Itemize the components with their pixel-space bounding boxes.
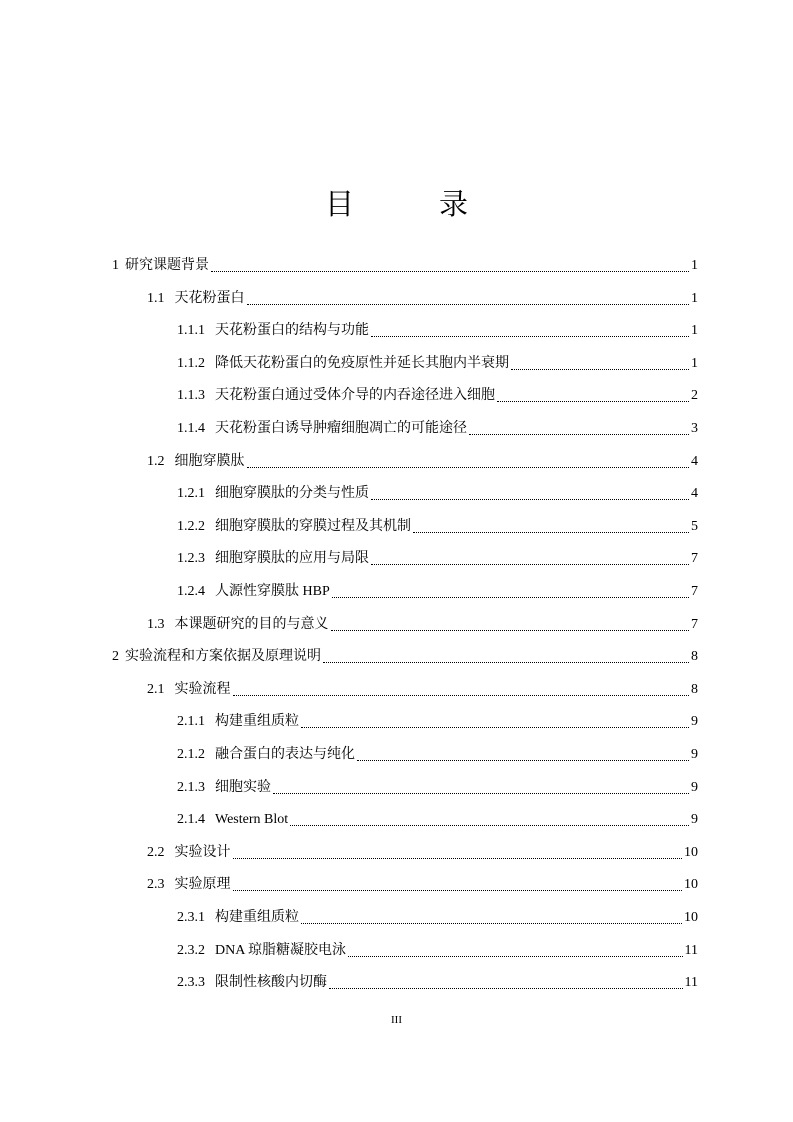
toc-entry-page: 9	[691, 779, 698, 795]
toc-entry[interactable]	[177, 901, 698, 927]
dot-leader	[413, 531, 689, 533]
toc-entry-page: 9	[691, 747, 698, 762]
dot-leader	[301, 726, 689, 728]
toc-entry-page: 2	[691, 388, 698, 404]
toc-entry-text: 天花粉蛋白的结构与功能	[215, 323, 369, 339]
dot-leader	[247, 466, 690, 468]
toc-entry-text: 本课题研究的目的与意义	[174, 616, 329, 632]
toc-entry-number: 2.1.3	[177, 779, 205, 795]
toc-entry-text: 限制性核酸内切酶	[215, 975, 327, 991]
toc-entry-page: 3	[691, 421, 698, 436]
dot-leader	[233, 694, 690, 696]
toc-entry-number: 2	[112, 649, 119, 665]
toc-entry-text: 细胞穿膜肽	[174, 453, 245, 469]
toc-entry-number: 1.2.3	[177, 551, 205, 567]
toc-entry-number: 2.1.1	[177, 714, 205, 730]
toc-entry-page: 11	[684, 942, 698, 958]
toc-entry[interactable]	[177, 575, 698, 601]
toc-entry[interactable]	[112, 249, 698, 275]
toc-title: 目 录	[324, 187, 496, 221]
dot-leader	[323, 661, 689, 663]
toc-entry[interactable]	[177, 803, 698, 829]
toc-entry[interactable]	[147, 282, 698, 308]
toc-entry-number: 1.1.4	[177, 421, 205, 436]
toc-entry-page: 8	[691, 681, 698, 697]
dot-leader	[332, 596, 689, 598]
toc-entry[interactable]	[112, 640, 698, 666]
toc-entry-number: 1.3	[147, 616, 165, 632]
toc-entry-text: 天花粉蛋白通过受体介导的内吞途径进入细胞	[215, 388, 495, 404]
dot-leader	[329, 987, 683, 989]
dot-leader	[247, 303, 690, 305]
toc-entry-page: 7	[691, 584, 698, 599]
toc-entry-number: 1.2.4	[177, 584, 205, 599]
toc-entry-text: 构建重组质粒	[215, 714, 299, 730]
toc-entry[interactable]	[177, 738, 698, 764]
toc-entry-page: 10	[684, 877, 698, 893]
toc-entry[interactable]	[147, 673, 698, 699]
toc-entry[interactable]	[177, 542, 698, 568]
toc-entry-page: 9	[691, 812, 698, 828]
dot-leader	[233, 857, 683, 859]
toc-entry-text: 降低天花粉蛋白的免疫原性并延长其胞内半衰期	[215, 355, 509, 371]
toc-entry-number: 2.3	[147, 877, 165, 893]
toc-entry-number: 2.3.2	[177, 942, 205, 958]
toc-entry[interactable]	[177, 347, 698, 373]
toc-entry-number: 1.2.1	[177, 486, 205, 502]
toc-entry-text: 实验流程	[174, 681, 231, 697]
toc-entry[interactable]	[177, 477, 698, 503]
toc-entry-page: 8	[691, 649, 698, 665]
toc-entry-page: 10	[684, 844, 698, 860]
toc-entry-number: 1.1.2	[177, 355, 205, 371]
toc-entry-number: 1.2.2	[177, 518, 205, 534]
toc-entry-number: 2.1.4	[177, 812, 205, 828]
toc-entry-page: 1	[691, 323, 698, 339]
toc-entry-number: 1.1.1	[177, 323, 205, 339]
toc-entry-text: 细胞穿膜肽的应用与局限	[215, 551, 369, 567]
toc-entry-text: 人源性穿膜肽 HBP	[215, 584, 330, 599]
toc-entry-page: 1	[691, 290, 698, 306]
toc-entry-page: 11	[684, 975, 698, 991]
dot-leader	[371, 563, 689, 565]
toc-entry-page: 4	[691, 453, 698, 469]
toc-entry-text: 融合蛋白的表达与纯化	[215, 747, 355, 762]
dot-leader	[469, 433, 689, 435]
toc-entry-page: 9	[691, 714, 698, 730]
toc-entry[interactable]	[177, 771, 698, 797]
dot-leader	[357, 759, 689, 761]
toc-entry-page: 10	[684, 910, 698, 925]
toc-entry-number: 1.1	[147, 290, 165, 306]
dot-leader	[348, 955, 682, 957]
toc-entry[interactable]	[177, 379, 698, 405]
toc-entry-number: 1.1.3	[177, 388, 205, 404]
dot-leader	[233, 889, 683, 891]
toc-entry[interactable]	[177, 412, 698, 438]
toc-entry-text: Western Blot	[215, 812, 289, 828]
dot-leader	[511, 368, 689, 370]
toc-entry-page: 7	[691, 551, 698, 567]
toc-entry[interactable]	[147, 868, 698, 894]
toc-entry-text: 细胞穿膜肽的分类与性质	[215, 486, 369, 502]
toc-entry-number: 2.2	[147, 844, 165, 860]
page-number: III	[391, 1014, 402, 1026]
toc-entry-number: 1	[112, 258, 119, 273]
dot-leader	[290, 824, 689, 826]
toc-entry[interactable]	[177, 314, 698, 340]
toc-entry-number: 2.1	[147, 681, 165, 697]
toc-entry[interactable]	[177, 510, 698, 536]
toc-entry-page: 7	[691, 616, 698, 632]
dot-leader	[497, 400, 689, 402]
toc-entry-text: 实验设计	[174, 844, 231, 860]
toc-entry[interactable]	[177, 705, 698, 731]
toc-entry[interactable]	[147, 836, 698, 862]
toc-entry[interactable]	[177, 934, 698, 960]
toc-entry-number: 2.3.3	[177, 975, 205, 991]
toc-entry-text: 实验流程和方案依据及原理说明	[125, 649, 321, 665]
toc-entry-page: 5	[691, 518, 698, 534]
dot-leader	[331, 629, 690, 631]
toc-entry-text: 实验原理	[174, 877, 231, 893]
toc-entry[interactable]	[177, 966, 698, 992]
toc-entry-text: 细胞穿膜肽的穿膜过程及其机制	[215, 518, 411, 534]
toc-entry-page: 1	[691, 355, 698, 371]
dot-leader	[371, 498, 689, 500]
toc-entry-text: 构建重组质粒	[215, 910, 299, 925]
toc-entry-number: 1.2	[147, 453, 165, 469]
toc-entry-number: 2.1.2	[177, 747, 205, 762]
toc-entry[interactable]	[147, 445, 698, 471]
toc-entry-text: 细胞实验	[215, 779, 271, 795]
toc-entry[interactable]	[147, 608, 698, 634]
dot-leader	[273, 792, 689, 794]
toc-entry-text: 天花粉蛋白诱导肿瘤细胞凋亡的可能途径	[215, 421, 467, 436]
toc-entry-text: DNA 琼脂糖凝胶电泳	[215, 942, 347, 958]
toc-entry-page: 4	[691, 486, 698, 502]
toc-entry-text: 天花粉蛋白	[174, 290, 245, 306]
toc-entry-number: 2.3.1	[177, 910, 205, 925]
dot-leader	[211, 270, 689, 272]
dot-leader	[301, 922, 682, 924]
toc-entry-text: 研究课题背景	[125, 258, 209, 273]
toc-entry-page: 1	[691, 258, 698, 273]
dot-leader	[371, 335, 689, 337]
